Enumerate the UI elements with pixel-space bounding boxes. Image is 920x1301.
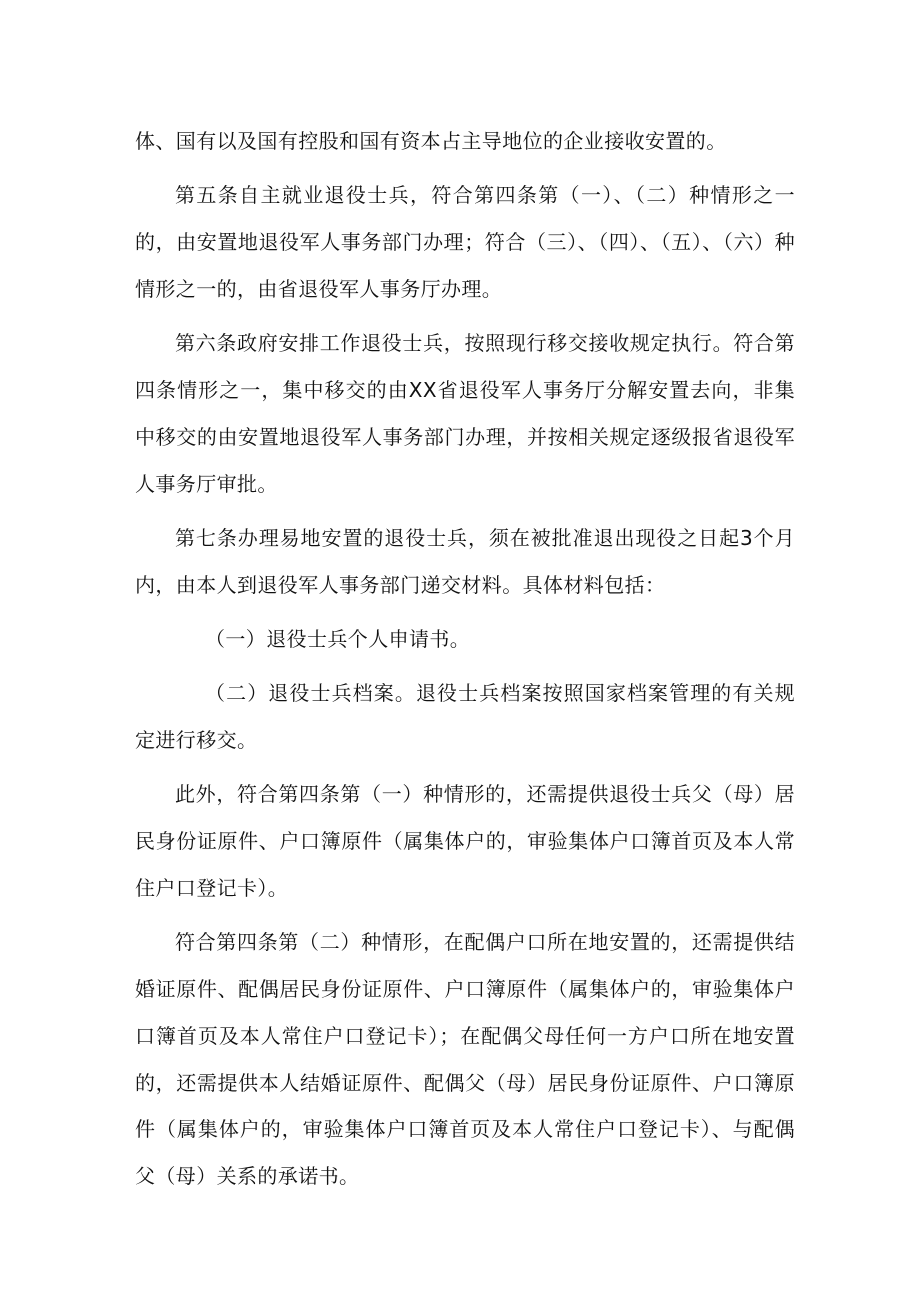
paragraph-spouse-materials: 符合第四条第（二）种情形，在配偶户口所在地安置的，还需提供结婚证原件、配偶居民身份证原件、户口簿原件（属集体户的，审验集体户口簿首页及本人常住户口登记卡）；在配偶父母任何一方户口所在地安置的，还需提供本人结婚证原件、配偶父（母）居民身份证原件、户口簿原件（属集体户的，审验集体户口簿首页及本人常住户口登记卡）、与配偶父（母）关系的承诺书。 bbox=[135, 930, 795, 1189]
list-item-archive: （二）退役士兵档案。退役士兵档案按照国家档案管理的有关规定进行移交。 bbox=[135, 681, 795, 753]
list-item-application: （一）退役士兵个人申请书。 bbox=[205, 626, 471, 651]
paragraph-article-5: 第五条自主就业退役士兵，符合第四条第（一）、（二）种情形之一的，由安置地退役军人事务部门办理；符合（三）、（四）、（五）、（六）种情形之一的，由省退役军人事务厅办理。 bbox=[135, 183, 795, 301]
paragraph-article-6: 第六条政府安排工作退役士兵，按照现行移交接收规定执行。符合第四条情形之一，集中移交的由XX省退役军人事务厅分解安置去向，非集中移交的由安置地退役军人事务部门办理，并按相关规定逐级报省退役军人事务厅审批。 bbox=[135, 331, 795, 496]
document-body bbox=[135, 118, 795, 1208]
paragraph-continuation: 体、国有以及国有控股和国有资本占主导地位的企业接收安置的。 bbox=[135, 129, 727, 153]
paragraph-additional-materials: 此外，符合第四条第（一）种情形的，还需提供退役士兵父（母）居民身份证原件、户口簿原件（属集体户的，审验集体户口簿首页及本人常住户口登记卡）。 bbox=[135, 782, 795, 900]
paragraph-article-7: 第七条办理易地安置的退役士兵，须在被批准退出现役之日起3个月内，由本人到退役军人事务部门递交材料。具体材料包括： bbox=[135, 525, 795, 597]
